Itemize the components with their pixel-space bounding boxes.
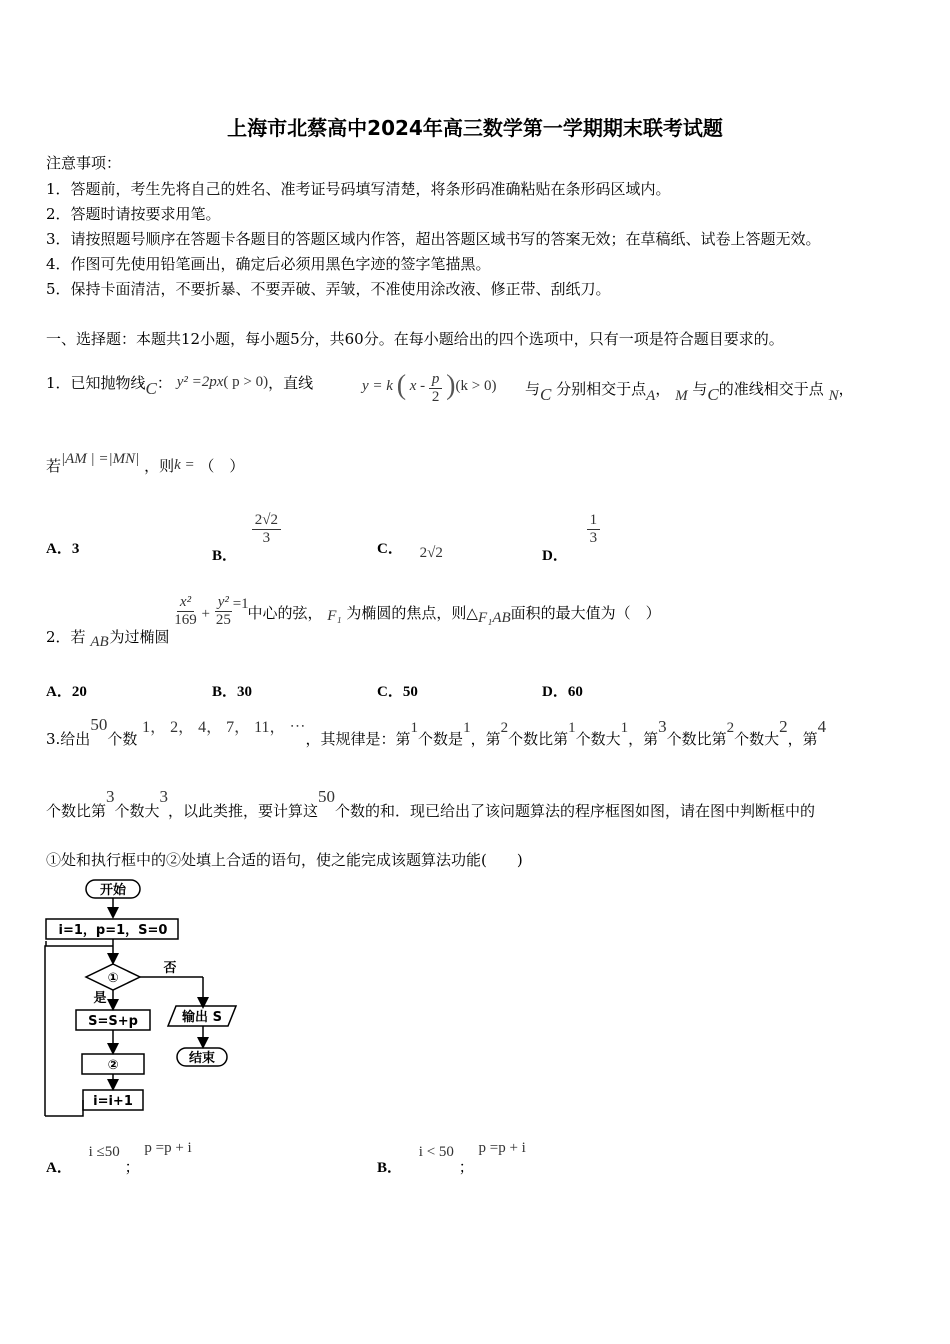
flowchart <box>40 876 250 1126</box>
q1-option-a[interactable]: A．3 <box>46 541 80 557</box>
question-3-line1: 3.给出50个数 1， 2， 4， 7， 11， ⋯，其规律是：第1个数是1，第2个数比第1个数大1，第3个数比第2个数大2，第4 <box>46 715 827 748</box>
q3-option-b[interactable]: B． i < 50 ； p =p + i <box>377 1140 526 1176</box>
flow-sum-label: S=S+p <box>88 1014 138 1029</box>
question-1-stem-cont: 与C 分别相交于点A， M 与C的准线相交于点 N， <box>525 380 854 404</box>
flow-no-label: 否 <box>163 961 177 976</box>
flow-end-label: 结束 <box>188 1051 216 1066</box>
q1-option-c[interactable]: C． 2√2 <box>377 541 443 561</box>
note-item: 5．保持卡面清洁，不要折暴、不要弄破、弄皱，不准使用涂改液、修正带、刮纸刀。 <box>46 280 611 298</box>
note-item: 1．答题前，考生先将自己的姓名、准考证号码填写清楚，将条形码准确粘贴在条形码区域内。 <box>46 180 671 198</box>
question-1-stem: 1．已知抛物线C： y² =2px( p > 0)，直线 <box>46 374 314 398</box>
flow-init-label: i=1，p=1，S=0 <box>58 923 168 938</box>
question-1-line2: 若|AM | =|MN| ，则k = （ ） <box>46 451 245 475</box>
q2-option-d[interactable]: D．60 <box>542 684 583 700</box>
q2-option-a[interactable]: A．20 <box>46 684 87 700</box>
flow-inc-label: i=i+1 <box>93 1094 133 1109</box>
q1-option-d[interactable]: D． $\frac{1}{3}$ <box>542 512 600 547</box>
section-heading: 一、选择题：本题共12小题，每小题5分，共60分。在每小题给出的四个选项中，只有一项是符合题目要求的。 <box>46 330 784 348</box>
q1-option-b[interactable]: B． $\frac{2√2}{3}$ <box>212 512 281 547</box>
q2-option-c[interactable]: C．50 <box>377 684 418 700</box>
note-item: 4．作图可先使用铅笔画出，确定后必须用黑色字迹的签字笔描黑。 <box>46 255 491 273</box>
flow-start-label: 开始 <box>99 883 127 898</box>
page-title: 上海市北蔡高中2024年高三数学第一学期期末联考试题 <box>227 116 723 140</box>
note-item: 2．答题时请按要求用笔。 <box>46 205 221 223</box>
flow-output-label: 输出 S <box>182 1010 222 1025</box>
question-3-line2: 个数比第3个数大3，以此类推，要计算这50个数的和．现已给出了该问题算法的程序框图如图，请在图中判断框中的 <box>46 787 816 820</box>
flow-cond-label: ① <box>107 971 119 986</box>
note-item: 3．请按照题号顺序在答题卡各题目的答题区域内作答，超出答题区域书写的答案无效；在草稿纸、试卷上答题无效。 <box>46 230 821 248</box>
flow-yes-label: 是 <box>93 991 107 1006</box>
question-3-line3: ①处和执行框中的②处填上合适的语句，使之能完成该题算法功能( ) <box>46 851 523 869</box>
notes-header: 注意事项： <box>46 154 122 172</box>
line-equation: y = k ( x - $\frac{p}{2}$ )(k > 0) <box>362 370 497 406</box>
flow-step2-label: ② <box>107 1058 119 1073</box>
q2-option-b[interactable]: B．30 <box>212 684 253 700</box>
q3-option-a[interactable]: A． i ≤50 ； p =p + i <box>46 1140 192 1176</box>
question-2-stem: 2．若 AB 为过椭圆 $\frac{\text{x²}}{169}$ + $\frac{\text{y²}}{25}$ =1 中心的弦， F₁ 为椭圆的焦点，则△F₁AB面积的最大值为（ ） <box>46 594 661 650</box>
